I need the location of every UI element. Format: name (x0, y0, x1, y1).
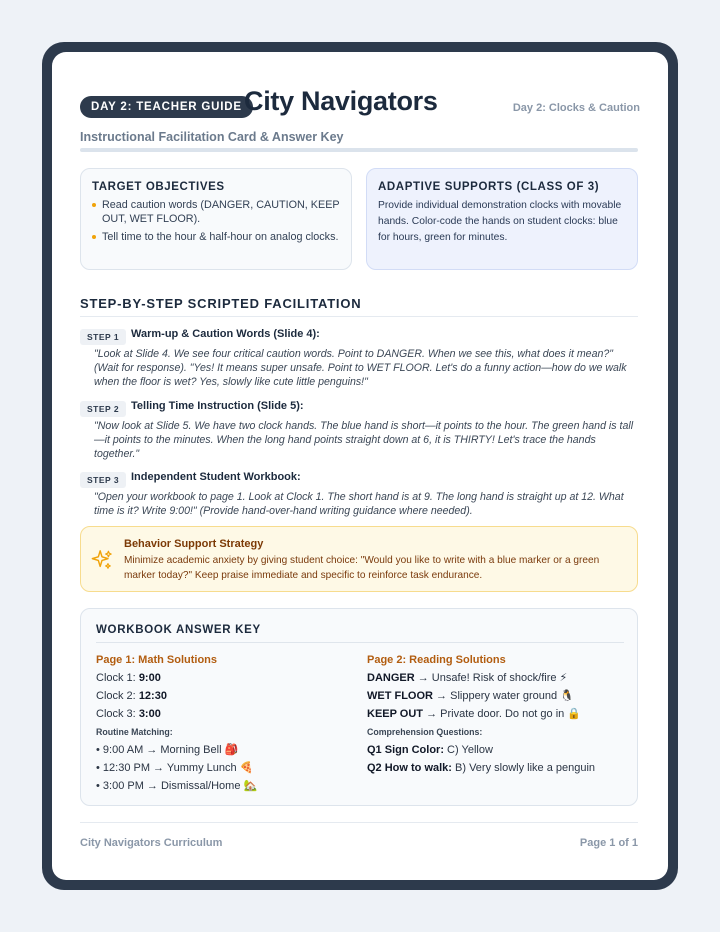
comprehension-heading: Comprehension Questions: (367, 727, 483, 737)
behavior-heading: Behavior Support Strategy (124, 538, 264, 550)
step-script: "Now look at Slide 5. We have two clock hands. The blue hand is short—it points to the hour. The green hand is tall—it points to the minutes. When the long hand points straight down at 6, it is THIRTY! Let's trace the hands together." (94, 420, 634, 460)
clock-answer: Clock 3: 3:00 (96, 708, 161, 720)
page-subtitle: Instructional Facilitation Card & Answer Key (80, 130, 344, 144)
footer-divider (80, 822, 638, 823)
page-title: City Navigators (244, 86, 438, 116)
step-script: "Open your workbook to page 1. Look at Clock 1. The short hand is at 9. The long hand is straight up at 12. What time is it? Write 9:00!" (Provide hand-over-hand writing guidance where needed). (94, 491, 624, 517)
behavior-text: Minimize academic anxiety by giving student choice: "Would you like to write with a blue marker or a green marker today?" Keep praise immediate and specific to reinforce task endurance. (124, 555, 600, 581)
bullet-dot-icon (92, 203, 96, 207)
step-title: Warm-up & Caution Words (Slide 4): (131, 328, 320, 340)
behavior-callout (80, 526, 638, 592)
objective-text: Read caution words (DANGER, CAUTION, KEEP OUT, WET FLOOR). (102, 199, 340, 225)
step-label: STEP 1 (80, 329, 126, 345)
step-title: Telling Time Instruction (Slide 5): (131, 400, 304, 412)
section-divider (80, 316, 638, 317)
step-1 (80, 328, 638, 389)
word-answer: DANGER → Unsafe! Risk of shock/fire ⚡ (367, 672, 568, 684)
clock-answer: Clock 2: 12:30 (96, 690, 167, 702)
reading-solutions-heading: Page 2: Reading Solutions (367, 654, 506, 666)
step-3 (80, 471, 638, 518)
step-label: STEP 3 (80, 472, 126, 488)
answer-key-divider (96, 642, 624, 643)
objective-text: Tell time to the hour & half-hour on analog clocks. (102, 231, 339, 243)
day-badge: DAY 2: TEACHER GUIDE (80, 96, 253, 118)
guide-card (52, 52, 668, 880)
step-2 (80, 400, 638, 461)
routine-item: • 9:00 AM → Morning Bell 🎒 (96, 744, 239, 756)
sparkles-icon (91, 549, 113, 571)
math-solutions (96, 653, 354, 797)
objective-item (92, 198, 340, 226)
answer-key-heading: WORKBOOK ANSWER KEY (96, 624, 261, 636)
day-subtitle: Day 2: Clocks & Caution (512, 102, 640, 114)
objectives-box (80, 168, 352, 270)
answer-key-box (80, 608, 638, 806)
routine-item: • 12:30 PM → Yummy Lunch 🍕 (96, 762, 254, 774)
objectives-heading: TARGET OBJECTIVES (92, 181, 225, 193)
routine-heading: Routine Matching: (96, 727, 173, 737)
clock-answer: Clock 1: 9:00 (96, 672, 161, 684)
step-label: STEP 2 (80, 401, 126, 417)
facilitation-heading: STEP-BY-STEP SCRIPTED FACILITATION (80, 296, 362, 311)
bullet-dot-icon (92, 235, 96, 239)
footer-page-number: Page 1 of 1 (579, 837, 638, 849)
word-answer: WET FLOOR → Slippery water ground 🐧 (367, 690, 574, 702)
supports-box (366, 168, 638, 270)
supports-heading: ADAPTIVE SUPPORTS (CLASS OF 3) (378, 181, 600, 193)
routine-item: • 3:00 PM → Dismissal/Home 🏡 (96, 780, 258, 792)
question-answer: Q1 Sign Color: C) Yellow (367, 744, 493, 756)
page-frame (42, 42, 678, 890)
step-script: "Look at Slide 4. We see four critical caution words. Point to DANGER. When we see this, what does it mean?" (Wait for response). "Yes! It means super unsafe. Point to WET FLOOR. Let's do a funny action—how do we walk when the floor is wet? Yes, slowly like cute little penguins!" (94, 348, 627, 388)
header-divider (80, 148, 638, 152)
math-solutions-heading: Page 1: Math Solutions (96, 654, 218, 666)
supports-text: Provide individual demonstration clocks with movable hands. Color-code the hands on student clocks: blue for hours, green for minutes. (378, 200, 622, 243)
question-answer: Q2 How to walk: B) Very slowly like a penguin (367, 762, 596, 774)
objective-item (92, 230, 340, 244)
step-title: Independent Student Workbook: (131, 471, 301, 483)
reading-solutions (367, 653, 629, 779)
word-answer: KEEP OUT → Private door. Do not go in 🔒 (367, 708, 582, 720)
footer-curriculum: City Navigators Curriculum (80, 837, 223, 849)
